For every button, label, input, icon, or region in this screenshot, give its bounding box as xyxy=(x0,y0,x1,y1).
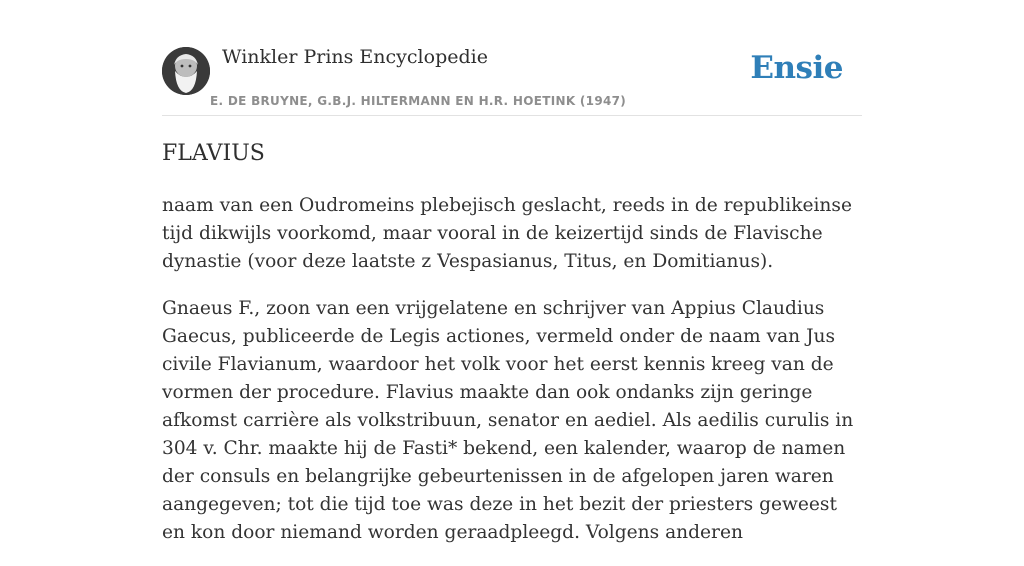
source-title[interactable]: Winkler Prins Encyclopedie xyxy=(222,46,488,68)
entry-title: FLAVIUS xyxy=(162,141,265,166)
portrait-avatar-icon[interactable] xyxy=(162,47,210,95)
article-body xyxy=(162,192,862,566)
source-authors: E. DE BRUYNE, G.B.J. HILTERMANN EN H.R. HOETINK (1947) xyxy=(210,94,627,108)
header-divider xyxy=(162,115,862,116)
article-paragraph: naam van een Oudromeins plebejisch geslacht, reeds in de republikeinse tijd dikwijls voorkomd, maar vooral in de keizertijd sinds de Flavische dynastie (voor deze laatste z Vespasianus, Titus, en Domitianus). xyxy=(162,195,852,272)
source-header xyxy=(162,44,862,116)
brand-logo[interactable]: Ensie xyxy=(750,50,843,86)
article-paragraph: Gnaeus F., zoon van een vrijgelatene en schrijver van Appius Claudius Gaecus, publiceerde de Legis actiones, vermeld onder de naam van Jus civile Flavianum, waardoor het volk voor het eerst kennis kreeg van de vormen der procedure. Flavius maakte dan ook ondanks zijn geringe afkomst carrière als volkstribuun, senator en aediel. Als aedilis curulis in 304 v. Chr. maakte hij de Fasti* bekend, een kalender, waarop de namen der consuls en belangrijke gebeurtenissen in de afgelopen jaren waren aangegeven; tot die tijd toe was deze in het bezit der priesters geweest en kon door niemand worden geraadpleegd. Volgens anderen xyxy=(162,298,854,543)
